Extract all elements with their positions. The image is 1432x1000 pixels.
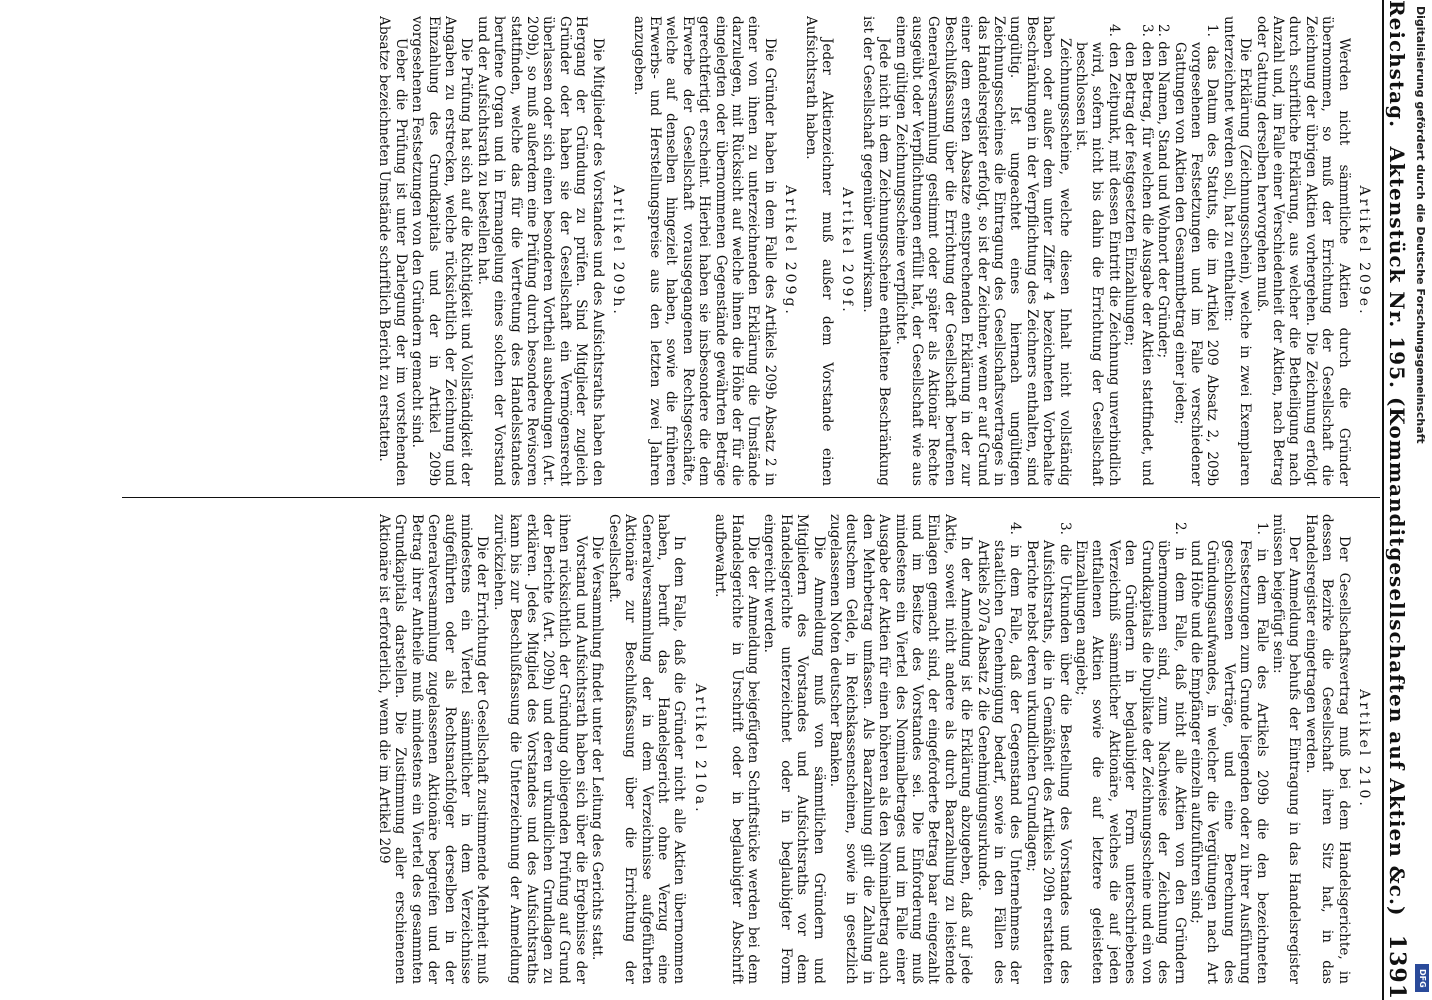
paragraph: Der Gesellschaftsvertrag muß bei dem Handelsgerichte, in dessen Bezirke die Gesellschaft ihren Sitz hat, in das Handelsregister eingetragen werden.	[1302, 514, 1352, 984]
list-item: 2. den Namen, Stand und Wohnort der Gründer;	[1155, 24, 1172, 359]
dfg-logo: DFG	[1415, 964, 1429, 992]
digitization-credit	[1412, 0, 1432, 1000]
article-title: Artikel 209e.	[1356, 185, 1372, 317]
paragraph: Zeichnungsscheine, welche diesen Inhalt nicht vollständig haben oder außer dem unter Ziffer 4 bezeichneten Vorbehalte Beschränkungen in der Verpflichtung des Zeichners enthalten, sind ungültig. Ist ungeachtet eines hiernach ungültigen Zeichnungsscheines die Eintragung des Gesellschaftsvertrages in das Handelsregister erfolgt, so ist der Zeichner, wenn er auf Grund einer dem ersten Absatze entsprechenden Erklärung in der zur Beschlußfassung über die Errichtung der Gesellschaft berufenen Generalversammlung gestimmt oder später als Aktionär Rechte ausgeübt oder Verpflichtungen erfüllt hat, der Gesellschaft wie aus einem gültigen Zeichnungsscheine verpflichtet.	[892, 16, 1073, 486]
paragraph: In dem Falle, daß die Gründer nicht alle Aktien übernommen haben, beruft das Handelsgericht ohne Verzug eine Generalversammlung der in dem Verzeichnisse aufgeführten Aktionäre zur Beschlußfassung über die Errichtung der Gesellschaft.	[605, 514, 688, 984]
list-item: 3. den Betrag, für welchen die Ausgabe der Aktien stattfindet, und den Betrag der festgesetzten Einzahlungen;	[1122, 24, 1155, 486]
header-subtitle: (Kommanditgesellschaften auf Aktien &c.)	[1385, 396, 1409, 917]
article-title: Artikel 209g.	[782, 185, 799, 317]
page-number: 1391	[1384, 934, 1410, 1000]
paragraph: In der Anmeldung ist die Erklärung abzugeben, daß auf jede Aktie, soweit nicht andere als durch Baarzahlung zu leistende Einlagen gemacht sind, der eingeforderte Betrag baar eingezahlt und im Besitze des Vorstandes sei. Die Einforderung muß mindestens ein Viertel des Nominalbetrages und im Falle einer Ausgabe der Aktien für einen höheren als den Nominalbetrag auch den Mehrbetrag umfassen. Als Baarzahlung gilt die Zahlung in deutschem Gelde, in Reichskassenscheinen, sowie in gesetzlich zugelassenen Noten deutscher Banken.	[827, 514, 975, 984]
paragraph: Die Gründer haben in dem Falle des Artikels 209b Absatz 2 in einer von ihnen zu unterzeichnenden Erklärung die Umstände darzulegen, mit Rücksicht auf welche ihnen die Höhe der für die eingelegten oder übernommenen Gegenstände gewährten Beträge gerechtfertigt erscheint. Hierbei haben sie insbesondere die dem Erwerbe der Gesellschaft vorausgegangenen Rechtsgeschäfte, welche auf denselben hingezielt haben, sowie die früheren Erwerbs- und Herstellungspreise aus den letzten zwei Jahren anzugeben.	[630, 16, 778, 486]
article-title: Artikel 210.	[1356, 689, 1372, 809]
article-title: Artikel 210a.	[691, 683, 708, 815]
paragraph: Die Mitglieder des Vorstandes und des Aufsichtsraths haben den Hergang der Gründung zu prüfen. Sind Mitglieder zugleich Gründer oder haben sie der Gesellschaft ein Vermögensrecht überlassen oder sich einen besonderen Vortheil ausbedungen (Art. 209b), so muß außerdem eine Prüfung durch besondere Revisoren stattfinden, welche das für die Vertretung des Handelsstandes berufene Organ und in Ermangelung eines solchen der Vorstand und der Aufsichtsrath zu bestellen hat.	[474, 16, 606, 486]
list-item: 4. in dem Falle, daß der Gegenstand des Unternehmens der staatlichen Genehmigung bedarf, sowie in den Fällen des Artikels 207a Absatz 2 die Genehmigungsurkunde.	[974, 522, 1024, 984]
header-left: Reichstag.	[1385, 0, 1409, 129]
paragraph: Jeder Aktienzeichner muß außer dem Vorstande einen Aufsichtsrath haben.	[802, 16, 835, 486]
rotated-page	[118, 0, 1410, 1000]
paragraph: Ueber die Prüfung ist unter Darlegung der im vorstehenden Absatze bezeichneten Umstände schriftlich Bericht zu erstatten.	[376, 16, 409, 486]
article-title: Artikel 209f.	[839, 187, 856, 315]
left-column	[126, 16, 1376, 486]
article-title: Artikel 209h.	[610, 185, 627, 317]
paragraph: Jede nicht in dem Zeichnungsscheine enthaltene Beschränkung ist der Gesellschaft gegenüber unwirksam.	[859, 16, 893, 486]
list-item: 1. in dem Falle des Artikels 209b die den bezeichneten Festsetzungen zum Grunde liegenden oder zu ihrer Ausführung geschlossenen Verträge, und eine Berechnung des Gründungsaufwandes, in welcher die Vergütungen nach Art und Höhe und die Empfänger einzeln aufzuführen sind;	[1187, 522, 1270, 984]
list-item: 1. das Datum des Statuts, die im Artikel 209 Absatz 2, 209b vorgesehenen Festsetzungen und im Falle verschiedener Gattungen von Aktien den Gesammtbetrag einer jeden;	[1171, 24, 1221, 486]
paragraph: Vorstand und Aufsichtsrath haben sich über die Ergebnisse der ihnen rücksichtlich der Gründung obliegenden Prüfung auf Grund der Berichte (Art. 209h) und deren urkundlichen Grundlagen zu erklären. Jedes Mitglied des Vorstandes und des Aufsichtsraths kann bis zur Beschlußfassung die Unterzeichnung der Anmeldung zurückziehen.	[490, 514, 589, 984]
right-column	[126, 514, 1376, 984]
paragraph: Die Anmeldung muß von sämmtlichen Gründern und Mitgliedern des Vorstandes und Aufsichtsraths vor dem Handelsgerichte unterzeichnet oder in beglaubigter Form eingereicht werden.	[761, 514, 827, 984]
paragraph: Die der Errichtung der Gesellschaft zustimmende Mehrheit muß mindestens ein Viertel sämmtlicher in dem Verzeichnisse aufgeführten oder als Rechtsnachfolger derselben in der Generalversammlung zugelassenen Aktionäre begreifen und der Betrag ihrer Antheile muß mindestens ein Viertel des gesammten Grundkapitals darstellen. Die Zustimmung aller erschienenen Aktionäre ist erforderlich, wenn die im Artikel 209	[376, 514, 491, 984]
paragraph: Die der Anmeldung beigefügten Schriftstücke werden bei dem Handelsgerichte in Urschrift oder in beglaubigter Abschrift aufbewahrt.	[712, 514, 761, 984]
column-divider	[122, 497, 1380, 498]
header-document-number: Aktenstück Nr. 195.	[1385, 146, 1409, 389]
paragraph: Der Anmeldung behufs der Eintragung in das Handelsregister müssen beigefügt sein:	[1269, 514, 1303, 984]
paragraph: Die Erklärung (Zeichnungsschein), welche in zwei Exemplaren unterzeichnet werden soll, hat zu enthalten:	[1220, 16, 1254, 486]
list-item: 3. die Urkunden über die Bestellung des Vorstandes und des Aufsichtsraths, die in Gemäßheit des Artikels 209h erstatteten Berichte nebst deren urkundlichen Grundlagen;	[1023, 522, 1073, 984]
paragraph: Die Versammlung findet unter der Leitung des Gerichts statt.	[589, 536, 606, 961]
header-center	[1385, 146, 1409, 916]
list-item: 4. den Zeitpunkt, mit dessen Eintritt die Zeichnung unverbindlich wird, sofern nicht bis dahin die Errichtung der Gesellschaft beschlossen ist.	[1073, 24, 1122, 486]
credit-text: Digitalisierung gefördert durch die Deutsche Forschungsgemeinschaft	[1414, 6, 1427, 444]
paragraph: Die Prüfung hat sich auf die Richtigkeit und Vollständigkeit der Angaben zu erstrecken, welche rücksichtlich der Zeichnung und Einzahlung des Grundkapitals und der in Artikel 209b vorgesehenen Festsetzungen von den Gründern gemacht sind.	[409, 16, 475, 486]
list-item: 2. in dem Falle, daß nicht alle Aktien von den Gründern übernommen sind, zum Nachweise der Zeichnung des Grundkapitals die Duplikate der Zeichnungsscheine und ein von den Gründern in beglaubigter Form unterschriebenes Verzeichniß sämmtlicher Aktionäre, welches die auf jeden entfallenen Aktien sowie die auf letztere geleisteten Einzahlungen angiebt;	[1073, 522, 1188, 984]
header-rule	[1382, 0, 1384, 1000]
page-header	[1384, 0, 1410, 1000]
paragraph: Werden nicht sämmtliche Aktien durch die Gründer übernommen, so muß der Errichtung der Gesellschaft die Zeichnung der übrigen Aktien vorhergehen. Die Zeichnung erfolgt durch schriftliche Erklärung, aus welcher die Betheiligung nach Anzahl und, im Falle einer Verschiedenheit der Aktien, nach Betrag oder Gattung derselben hervorgehen muß.	[1253, 16, 1352, 486]
